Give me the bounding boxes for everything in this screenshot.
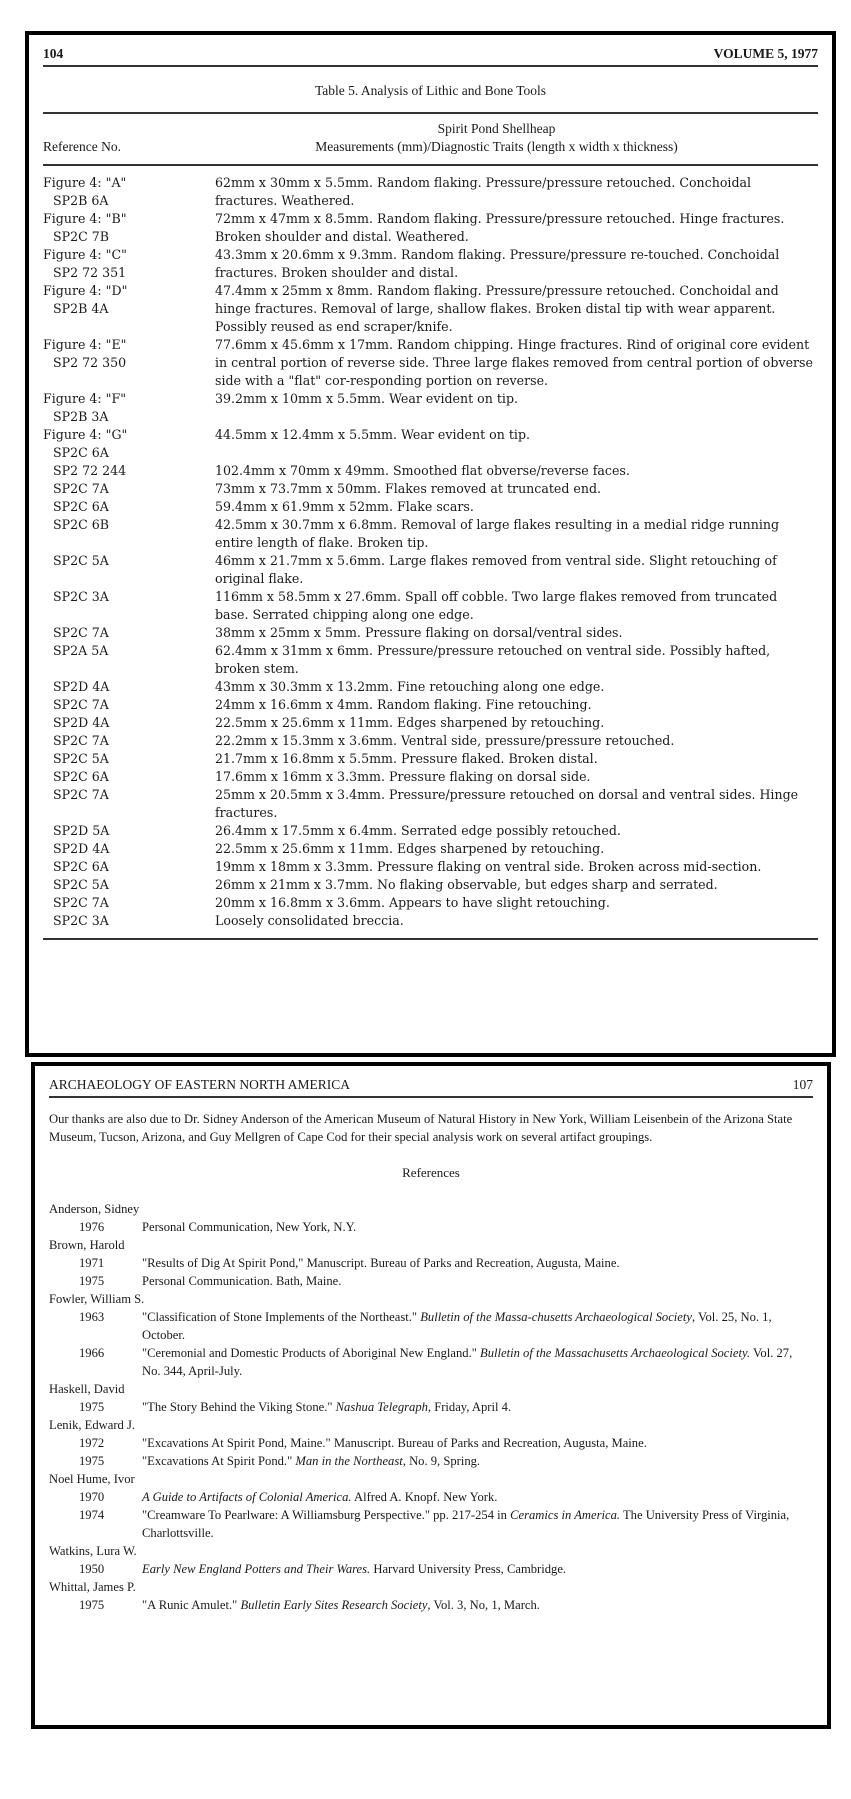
reference-entry bbox=[49, 1272, 813, 1290]
table-row bbox=[43, 894, 818, 912]
citation-text: Personal Communication. Bath, Maine. bbox=[142, 1274, 342, 1288]
reference-citation bbox=[142, 1560, 813, 1578]
measurement-description: 77.6mm x 45.6mm x 17mm. Random chipping. Hinge fractures. Rind of original core evident in central portion of reverse side. Three large flakes removed from central portion of obverse side with a "flat" cor-responding portion on reverse. bbox=[215, 337, 813, 388]
specimen-number: SP2C 6A bbox=[53, 499, 109, 514]
reference-cell bbox=[43, 696, 215, 714]
table-row bbox=[43, 480, 818, 498]
table-row bbox=[43, 642, 818, 678]
reference-citation bbox=[142, 1398, 813, 1416]
measurement-description: 44.5mm x 12.4mm x 5.5mm. Wear evident on tip. bbox=[215, 427, 531, 442]
measurement-description: 26.4mm x 17.5mm x 6.4mm. Serrated edge possibly retouched. bbox=[215, 823, 621, 838]
reference-citation bbox=[142, 1344, 813, 1380]
references-list bbox=[49, 1200, 813, 1614]
table-body bbox=[43, 166, 818, 930]
reference-entry bbox=[49, 1308, 813, 1344]
reference-cell bbox=[43, 894, 215, 912]
reference-cell bbox=[43, 822, 215, 840]
reference-citation bbox=[142, 1488, 813, 1506]
column-header-reference: Reference No. bbox=[43, 139, 121, 154]
table-row bbox=[43, 840, 818, 858]
citation-source-title: Bulletin Early Sites Research Society bbox=[240, 1598, 428, 1612]
specimen-number: SP2D 4A bbox=[53, 841, 110, 856]
page-104 bbox=[25, 31, 836, 1057]
specimen-number: SP2C 5A bbox=[53, 751, 109, 766]
measurement-description: 39.2mm x 10mm x 5.5mm. Wear evident on tip. bbox=[215, 391, 519, 406]
specimen-number: SP2C 6A bbox=[53, 859, 109, 874]
measurement-description: 22.5mm x 25.6mm x 11mm. Edges sharpened by retouching. bbox=[215, 841, 605, 856]
reference-year: 1966 bbox=[79, 1346, 105, 1360]
measurement-description: 62.4mm x 31mm x 6mm. Pressure/pressure retouched on ventral side. Possibly hafted, broken stem. bbox=[215, 643, 771, 676]
citation-details: , No. 9, Spring. bbox=[402, 1454, 481, 1468]
specimen-number: SP2C 7A bbox=[53, 787, 109, 802]
reference-citation bbox=[142, 1596, 813, 1614]
reference-citation bbox=[142, 1434, 813, 1452]
table-row bbox=[43, 678, 818, 696]
specimen-number: SP2 72 350 bbox=[53, 355, 127, 370]
specimen-number: SP2 72 244 bbox=[53, 463, 127, 478]
table-column-headers bbox=[43, 114, 818, 166]
table-row bbox=[43, 552, 818, 588]
citation-source-title: Early New England Potters and Their Wares. bbox=[142, 1562, 371, 1576]
reference-cell bbox=[43, 498, 215, 516]
specimen-number: SP2C 7A bbox=[53, 697, 109, 712]
specimen-number: SP2C 6A bbox=[53, 445, 109, 460]
measurement-description: 24mm x 16.6mm x 4mm. Random flaking. Fine retouching. bbox=[215, 697, 592, 712]
measurement-description: 73mm x 73.7mm x 50mm. Flakes removed at truncated end. bbox=[215, 481, 602, 496]
measurement-description: 46mm x 21.7mm x 5.6mm. Large flakes removed from ventral side. Slight retouching of original flake. bbox=[215, 553, 777, 586]
measurement-description: 116mm x 58.5mm x 27.6mm. Spall off cobble. Two large flakes removed from truncated base. Serrated chipping along one edge. bbox=[215, 589, 778, 622]
measurement-description: 102.4mm x 70mm x 49mm. Smoothed flat obverse/reverse faces. bbox=[215, 463, 630, 478]
figure-reference: Figure 4: "D" bbox=[43, 283, 128, 298]
reference-year: 1970 bbox=[79, 1490, 105, 1504]
specimen-number: SP2C 6B bbox=[53, 517, 110, 532]
figure-reference: Figure 4: "A" bbox=[43, 175, 127, 190]
table-row bbox=[43, 876, 818, 894]
measurement-description: 43.3mm x 20.6mm x 9.3mm. Random flaking. Pressure/pressure re-touched. Conchoidal fractures. Broken shoulder and distal. bbox=[215, 247, 780, 280]
reference-cell bbox=[43, 516, 215, 552]
figure-reference: Figure 4: "F" bbox=[43, 391, 126, 406]
specimen-number: SP2B 6A bbox=[53, 193, 109, 208]
specimen-number: SP2B 4A bbox=[53, 301, 109, 316]
reference-author: Brown, Harold bbox=[49, 1238, 125, 1252]
citation-text: "A Runic Amulet." bbox=[142, 1598, 241, 1612]
reference-entry bbox=[49, 1596, 813, 1614]
table-row bbox=[43, 588, 818, 624]
reference-entry bbox=[49, 1560, 813, 1578]
citation-source-title: Man in the Northeast bbox=[295, 1454, 403, 1468]
reference-cell bbox=[43, 858, 215, 876]
measurement-description: 25mm x 20.5mm x 3.4mm. Pressure/pressure retouched on dorsal and ventral sides. Hinge fractures. bbox=[215, 787, 799, 820]
specimen-number: SP2C 7A bbox=[53, 481, 109, 496]
reference-cell bbox=[43, 210, 215, 246]
table-row bbox=[43, 912, 818, 930]
reference-cell bbox=[43, 480, 215, 498]
measurement-description: 17.6mm x 16mm x 3.3mm. Pressure flaking on dorsal side. bbox=[215, 769, 591, 784]
measurement-description: 22.5mm x 25.6mm x 11mm. Edges sharpened by retouching. bbox=[215, 715, 605, 730]
volume-label: VOLUME 5, 1977 bbox=[713, 46, 818, 61]
reference-cell bbox=[43, 282, 215, 336]
reference-citation bbox=[142, 1452, 813, 1470]
reference-year: 1971 bbox=[79, 1256, 105, 1270]
reference-year: 1975 bbox=[79, 1454, 105, 1468]
journal-title: ARCHAEOLOGY OF EASTERN NORTH AMERICA bbox=[49, 1077, 350, 1092]
references-heading: References bbox=[402, 1165, 460, 1180]
table-row bbox=[43, 696, 818, 714]
table-row bbox=[43, 282, 818, 336]
citation-text: "Excavations At Spirit Pond." bbox=[142, 1454, 296, 1468]
reference-author: Anderson, Sidney bbox=[49, 1202, 140, 1216]
reference-year: 1974 bbox=[79, 1508, 105, 1522]
table-row bbox=[43, 624, 818, 642]
reference-cell bbox=[43, 588, 215, 624]
table-row bbox=[43, 336, 818, 390]
table-row bbox=[43, 426, 818, 462]
reference-author: Fowler, William S. bbox=[49, 1292, 145, 1306]
figure-reference: Figure 4: "B" bbox=[43, 211, 127, 226]
reference-year: 1950 bbox=[79, 1562, 105, 1576]
reference-citation bbox=[142, 1272, 813, 1290]
citation-text: "Excavations At Spirit Pond, Maine." Manuscript. Bureau of Parks and Recreation, Augusta, Maine. bbox=[142, 1436, 647, 1450]
measurement-description: 62mm x 30mm x 5.5mm. Random flaking. Pressure/pressure retouched. Conchoidal fractures. Weathered. bbox=[215, 175, 752, 208]
reference-author: Lenik, Edward J. bbox=[49, 1418, 136, 1432]
reference-cell bbox=[43, 876, 215, 894]
column-header-site: Spirit Pond Shellheap bbox=[437, 121, 556, 136]
measurement-description: 38mm x 25mm x 5mm. Pressure flaking on dorsal/ventral sides. bbox=[215, 625, 623, 640]
measurement-description: 21.7mm x 16.8mm x 5.5mm. Pressure flaked. Broken distal. bbox=[215, 751, 598, 766]
reference-cell bbox=[43, 732, 215, 750]
reference-cell bbox=[43, 336, 215, 390]
specimen-number: SP2B 3A bbox=[53, 409, 109, 424]
table-row bbox=[43, 390, 818, 426]
measurement-description: 42.5mm x 30.7mm x 6.8mm. Removal of large flakes resulting in a medial ridge running entire length of flake. Broken tip. bbox=[215, 517, 780, 550]
reference-author: Noel Hume, Ivor bbox=[49, 1472, 135, 1486]
reference-cell bbox=[43, 678, 215, 696]
reference-citation bbox=[142, 1218, 813, 1236]
table-row bbox=[43, 498, 818, 516]
reference-cell bbox=[43, 390, 215, 426]
page-number: 104 bbox=[43, 46, 64, 61]
reference-entry bbox=[49, 1488, 813, 1506]
table-row bbox=[43, 786, 818, 822]
reference-cell bbox=[43, 750, 215, 768]
citation-source-title: Ceramics in America. bbox=[510, 1508, 621, 1522]
column-header-measurements: Measurements (mm)/Diagnostic Traits (length x width x thickness) bbox=[315, 139, 678, 154]
reference-cell bbox=[43, 714, 215, 732]
citation-source-title: Nashua Telegraph bbox=[335, 1400, 428, 1414]
reference-cell bbox=[43, 174, 215, 210]
citation-text: "The Story Behind the Viking Stone." bbox=[142, 1400, 336, 1414]
table-row bbox=[43, 714, 818, 732]
specimen-number: SP2C 3A bbox=[53, 913, 109, 928]
table-end-rule bbox=[43, 938, 818, 940]
reference-cell bbox=[43, 462, 215, 480]
table-row bbox=[43, 822, 818, 840]
reference-cell bbox=[43, 246, 215, 282]
citation-details: , Friday, April 4. bbox=[427, 1400, 512, 1414]
page-number: 107 bbox=[792, 1077, 813, 1092]
reference-citation bbox=[142, 1308, 813, 1344]
reference-year: 1975 bbox=[79, 1274, 105, 1288]
reference-year: 1963 bbox=[79, 1310, 105, 1324]
citation-details: Alfred A. Knopf. New York. bbox=[351, 1490, 498, 1504]
reference-entry bbox=[49, 1506, 813, 1542]
reference-cell bbox=[43, 912, 215, 930]
specimen-number: SP2C 7B bbox=[53, 229, 110, 244]
reference-entry bbox=[49, 1434, 813, 1452]
reference-cell bbox=[43, 840, 215, 858]
specimen-number: SP2D 4A bbox=[53, 679, 110, 694]
reference-entry bbox=[49, 1344, 813, 1380]
specimen-number: SP2D 5A bbox=[53, 823, 110, 838]
citation-details: , Vol. 3, No, 1, March. bbox=[427, 1598, 540, 1612]
specimen-number: SP2 72 351 bbox=[53, 265, 127, 280]
acknowledgment-paragraph: Our thanks are also due to Dr. Sidney Anderson of the American Museum of Natural History in New York, William Leisenbein of the Arizona State Museum, Tucson, Arizona, and Guy Mellgren of Cape Cod for their special analysis work on several artifact groupings. bbox=[49, 1112, 793, 1144]
reference-entry bbox=[49, 1452, 813, 1470]
specimen-number: SP2C 7A bbox=[53, 625, 109, 640]
reference-entry bbox=[49, 1254, 813, 1272]
reference-cell bbox=[43, 426, 215, 462]
specimen-number: SP2C 6A bbox=[53, 769, 109, 784]
citation-details: , Vol. 25, No. 1, October. bbox=[142, 1310, 772, 1342]
table-row bbox=[43, 462, 818, 480]
measurement-description: 26mm x 21mm x 3.7mm. No flaking observable, but edges sharp and serrated. bbox=[215, 877, 718, 892]
reference-citation bbox=[142, 1506, 813, 1542]
citation-details: The University Press of Virginia, Charlottsville. bbox=[142, 1508, 790, 1540]
reference-entry bbox=[49, 1218, 813, 1236]
table-row bbox=[43, 174, 818, 210]
measurement-description: 72mm x 47mm x 8.5mm. Random flaking. Pressure/pressure retouched. Hinge fractures. Broken shoulder and distal. Weathered. bbox=[215, 211, 785, 244]
citation-text: "Ceremonial and Domestic Products of Aboriginal New England." bbox=[142, 1346, 481, 1360]
reference-year: 1976 bbox=[79, 1220, 105, 1234]
measurement-description: 19mm x 18mm x 3.3mm. Pressure flaking on ventral side. Broken across mid-section. bbox=[215, 859, 762, 874]
reference-cell bbox=[43, 624, 215, 642]
citation-source-title: Bulletin of the Massachusetts Archaeological Society. bbox=[480, 1346, 751, 1360]
citation-source-title: A Guide to Artifacts of Colonial America. bbox=[142, 1490, 352, 1504]
measurement-description: 43mm x 30.3mm x 13.2mm. Fine retouching along one edge. bbox=[215, 679, 605, 694]
measurement-description: 22.2mm x 15.3mm x 3.6mm. Ventral side, pressure/pressure retouched. bbox=[215, 733, 675, 748]
specimen-number: SP2A 5A bbox=[53, 643, 109, 658]
reference-cell bbox=[43, 768, 215, 786]
reference-entry bbox=[49, 1398, 813, 1416]
specimen-number: SP2C 7A bbox=[53, 733, 109, 748]
reference-cell bbox=[43, 552, 215, 588]
page-107 bbox=[31, 1062, 831, 1729]
table-row bbox=[43, 246, 818, 282]
specimen-number: SP2C 5A bbox=[53, 877, 109, 892]
reference-year: 1975 bbox=[79, 1598, 105, 1612]
figure-reference: Figure 4: "E" bbox=[43, 337, 127, 352]
reference-author: Whittal, James P. bbox=[49, 1580, 136, 1594]
reference-year: 1972 bbox=[79, 1436, 105, 1450]
running-header bbox=[43, 45, 818, 67]
figure-reference: Figure 4: "G" bbox=[43, 427, 128, 442]
specimen-number: SP2C 3A bbox=[53, 589, 109, 604]
citation-details: Harvard University Press, Cambridge. bbox=[370, 1562, 567, 1576]
citation-source-title: Bulletin of the Massa-chusetts Archaeological Society bbox=[420, 1310, 692, 1324]
reference-citation bbox=[142, 1254, 813, 1272]
measurement-description: Loosely consolidated breccia. bbox=[215, 913, 404, 928]
citation-text: "Creamware To Pearlware: A Williamsburg Perspective." pp. 217-254 in bbox=[142, 1508, 511, 1522]
table-row bbox=[43, 516, 818, 552]
table-row bbox=[43, 210, 818, 246]
reference-cell bbox=[43, 786, 215, 822]
table-row bbox=[43, 732, 818, 750]
table-row bbox=[43, 750, 818, 768]
table-row bbox=[43, 768, 818, 786]
reference-year: 1975 bbox=[79, 1400, 105, 1414]
citation-text: Personal Communication, New York, N.Y. bbox=[142, 1220, 357, 1234]
measurement-description: 59.4mm x 61.9mm x 52mm. Flake scars. bbox=[215, 499, 474, 514]
table-row bbox=[43, 858, 818, 876]
specimen-number: SP2C 7A bbox=[53, 895, 109, 910]
specimen-number: SP2C 5A bbox=[53, 553, 109, 568]
citation-text: "Classification of Stone Implements of the Northeast." bbox=[142, 1310, 421, 1324]
citation-details: Vol. 27, No. 344, April-July. bbox=[142, 1346, 793, 1378]
reference-author: Haskell, David bbox=[49, 1382, 125, 1396]
table-title: Table 5. Analysis of Lithic and Bone Tools bbox=[43, 67, 818, 114]
citation-text: "Results of Dig At Spirit Pond," Manuscript. Bureau of Parks and Recreation, Augusta, Maine. bbox=[142, 1256, 620, 1270]
specimen-number: SP2D 4A bbox=[53, 715, 110, 730]
measurement-description: 47.4mm x 25mm x 8mm. Random flaking. Pressure/pressure retouched. Conchoidal and hinge fractures. Removal of large, shallow flakes. Broken distal tip with wear apparent. Possibly reused as end scraper/knife. bbox=[215, 283, 779, 334]
running-header bbox=[49, 1076, 813, 1098]
reference-author: Watkins, Lura W. bbox=[49, 1544, 137, 1558]
measurement-description: 20mm x 16.8mm x 3.6mm. Appears to have slight retouching. bbox=[215, 895, 610, 910]
figure-reference: Figure 4: "C" bbox=[43, 247, 127, 262]
reference-cell bbox=[43, 642, 215, 678]
